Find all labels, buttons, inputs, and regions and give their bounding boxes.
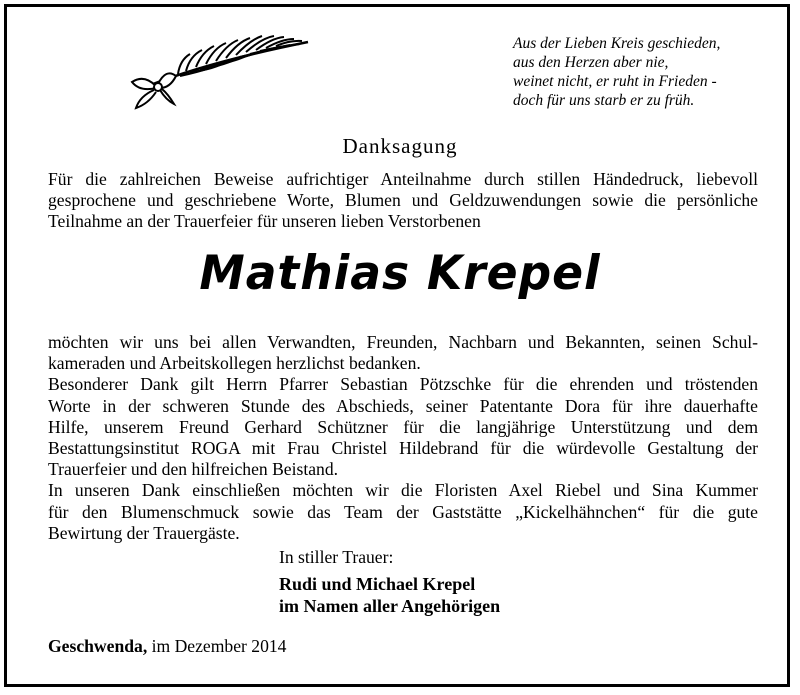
body-line: Hilfe, unserem Freund Gerhard Schützner für die langjährige Unterstützung und dem bbox=[48, 416, 758, 437]
signers-block bbox=[279, 573, 500, 617]
poem-line: Aus der Lieben Kreis geschieden, bbox=[513, 35, 721, 52]
notice-heading: Danksagung bbox=[342, 134, 458, 158]
body-line: In unseren Dank einschließen möchten wir die Floristen Axel Riebel und Sina Kummer bbox=[48, 480, 758, 501]
intro-line: Teilnahme an der Trauerfeier für unseren lieben Verstorbenen bbox=[48, 211, 481, 232]
body-line: für den Blumenschmuck sowie das Team der Gaststätte „Kickelhähnchen“ für die gute bbox=[48, 501, 758, 522]
poem-line: aus den Herzen aber nie, bbox=[513, 54, 669, 71]
place-date: im Dezember 2014 bbox=[147, 636, 287, 656]
mourning-label: In stiller Trauer: bbox=[279, 547, 394, 567]
body-line: möchten wir uns bei allen Verwandten, Freunden, Nachbarn und Bekannten, seinen Schul- bbox=[48, 332, 758, 352]
body-line: Trauerfeier und den hilfreichen Beistand. bbox=[48, 459, 339, 480]
body-line: Bewirtung der Trauergäste. bbox=[48, 522, 240, 543]
poem-line: weinet nicht, er ruht in Frieden - bbox=[513, 73, 717, 90]
body-line: Worte in der schweren Stunde des Abschieds, seiner Patentante Dora für ihre dauerhafte bbox=[48, 395, 758, 416]
place-and-date bbox=[48, 636, 286, 657]
place-town: Geschwenda, bbox=[48, 636, 148, 656]
body-line: kameraden und Arbeitskollegen herzlichst bedanken. bbox=[48, 353, 421, 374]
deceased-name: Mathias Krepel bbox=[199, 246, 601, 301]
intro-line: gesprochene und geschriebene Worte, Blumen und Geldzuwendungen sowie die persönliche bbox=[48, 190, 758, 211]
memorial-poem bbox=[513, 34, 773, 110]
intro-paragraph bbox=[48, 169, 758, 233]
signer-relation: im Namen aller Angehörigen bbox=[279, 596, 501, 616]
body-line: Besonderer Dank gilt Herrn Pfarrer Sebastian Pötzschke für die ehrenden und tröstenden bbox=[48, 374, 758, 395]
intro-line: Für die zahlreichen Beweise aufrichtiger Anteilnahme durch stillen Händedruck, liebevoll bbox=[48, 169, 758, 189]
palm-branch-with-bow-icon bbox=[118, 34, 314, 114]
poem-line: doch für uns starb er zu früh. bbox=[513, 92, 695, 109]
signer-names: Rudi und Michael Krepel bbox=[279, 574, 476, 594]
body-line: Bestattungsinstitut ROGA mit Frau Christel Hildebrand für die würdevolle Gestaltung der bbox=[48, 438, 758, 459]
body-paragraph bbox=[48, 332, 758, 544]
